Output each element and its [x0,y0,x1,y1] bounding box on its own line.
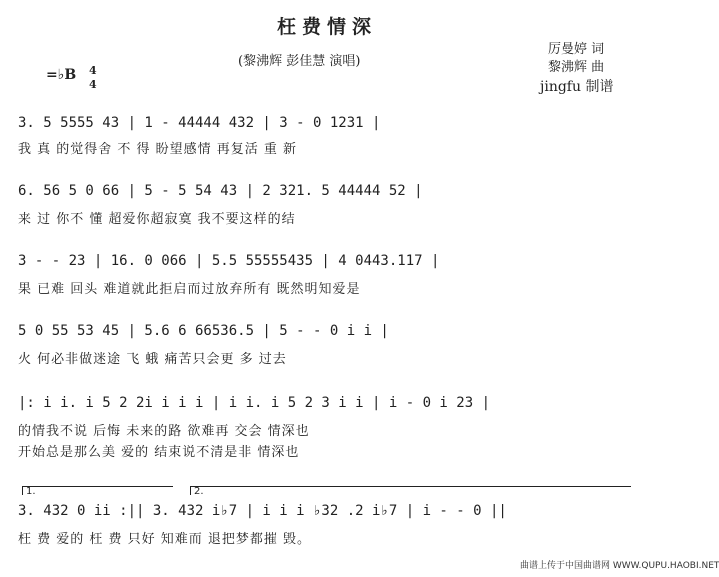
lyric-line: 枉 费 爱的 枉 费 只好 知难而 退把梦都摧 毁。 [18,532,312,547]
volta-label: 1. [26,486,36,497]
time-signature-bottom: 4 [89,78,97,91]
notation-line: 3. 5 5555 43 | 1 - 44444 432 | 3 - 0 1231 | [18,115,381,131]
lyric-line: 火 何必非做迷途 飞 蛾 痛苦只会更 多 过去 [18,352,287,367]
time-signature-top: 4 [89,64,97,77]
notation-line: |: i i. i 5 2 2i i i i | i i. i 5 2 3 i i | i - 0 i 23 | [18,395,491,411]
notation-line: 6. 56 5 0 66 | 5 - 5 54 43 | 2 321. 5 44444 52 | [18,183,423,199]
notation-line: 3 - - 23 | 16. 0 066 | 5.5 55555435 | 4 0443.117 | [18,253,440,269]
score-row-3 [18,250,636,280]
transcriber-credit: jingfu 制谱 [540,79,614,95]
notation-line: 3. 432 0 ii :|| 3. 432 i♭7 | i i i ♭32 .2 i♭7 | i - - 0 || [18,503,507,519]
song-title: 枉费情深 [276,16,377,38]
lyric-line: 开始总是那么美 爱的 结束说不清是非 情深也 [18,445,300,460]
key-signature: =♭B [46,67,77,83]
lyricist-credit: 厉曼婷 词 [548,42,605,57]
lyric-line: 的情我不说 后悔 未来的路 欲难再 交会 情深也 [18,424,310,439]
lyric-line: 来 过 你不 懂 超爱你超寂寞 我不要这样的结 [18,212,296,227]
composer-credit: 黎沸辉 曲 [548,60,605,75]
lyric-line: 我 真 的觉得舍 不 得 盼望感情 再复活 重 新 [18,142,298,157]
lyric-line: 果 已难 回头 难道就此拒启而过放弃所有 既然明知爱是 [18,282,361,297]
volta-label: 2. [194,486,204,497]
volta-bracket-1 [22,486,173,495]
score-row-6 [18,500,636,530]
score-row-5 [18,392,636,422]
volta-bracket-2 [190,486,631,495]
notation-line: 5 0 55 53 45 | 5.6 6 66536.5 | 5 - - 0 i i | [18,323,389,339]
score-row-4 [18,320,636,350]
score-row-2 [18,180,636,210]
site-watermark: 曲谱上传于中国曲谱网 WWW.QUPU.HAOBI.NET [520,561,719,571]
performers-line: (黎沸辉 彭佳慧 演唱) [238,54,361,69]
